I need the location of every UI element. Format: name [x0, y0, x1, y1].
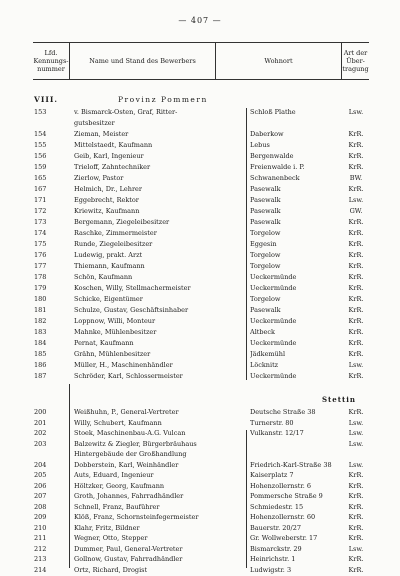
entry-wohnort: Daberkow: [250, 130, 284, 138]
entry-uebertragung: KrR.: [348, 534, 364, 542]
entry-uebertragung: KrR.: [348, 141, 364, 149]
table-row: [0, 418, 400, 429]
entry-name: Schnell, Franz, Bauführer: [74, 502, 160, 511]
table-row: [0, 439, 400, 450]
entry-number: 208: [34, 502, 47, 511]
table-row: [0, 481, 400, 492]
city-heading: Stettin: [322, 395, 356, 404]
entry-number: 186: [34, 361, 47, 369]
entry-number: 210: [34, 523, 47, 532]
table-row: [0, 407, 400, 418]
table-row: [0, 228, 400, 239]
entry-uebertragung: KrR.: [348, 481, 364, 490]
entry-uebertragung: KrR.: [348, 565, 364, 574]
entry-wohnort: Torgelow: [250, 229, 281, 237]
entry-uebertragung: KrR.: [348, 240, 364, 248]
entry-number: 153: [34, 108, 47, 116]
table-row: [0, 239, 400, 250]
entry-wohnort: Bauerstr. 20/27: [250, 523, 301, 532]
entry-number: 159: [34, 163, 47, 171]
entry-name: Schicke, Eigentümer: [74, 295, 143, 303]
entry-uebertragung: KrR.: [348, 502, 364, 511]
entry-name: Wegner, Otto, Stepper: [74, 534, 148, 542]
table-row: [0, 533, 400, 544]
entry-uebertragung: Lsw.: [348, 460, 364, 469]
entry-wohnort: Ueckermünde: [250, 284, 297, 292]
entry-name: Grähn, Mühlenbesitzer: [74, 350, 151, 358]
entry-wohnort: Bismarckstr. 29: [250, 544, 302, 553]
entry-name: Ludewig, prakt. Arzt: [74, 251, 143, 259]
table-row: [0, 360, 400, 371]
entry-number: 204: [34, 460, 47, 469]
entry-wohnort: Torgelow: [250, 262, 281, 270]
header-wohnort: Wohnort: [264, 57, 293, 65]
entry-uebertragung: Lsw.: [348, 439, 364, 448]
entry-wohnort: Deutsche Straße 38: [250, 408, 316, 416]
entry-number: 154: [34, 130, 47, 138]
entry-name: Dummer, Paul, General-Vertreter: [74, 544, 183, 553]
entry-name: Zieman, Meister: [74, 130, 129, 138]
entry-uebertragung: KrR.: [348, 218, 364, 226]
entry-number: 205: [34, 471, 47, 479]
entry-name: Willy, Schubert, Kaufmann: [74, 418, 162, 427]
entry-uebertragung: KrR.: [348, 185, 364, 193]
entry-name: Hintergebäude der Großhandlung: [74, 450, 187, 458]
entry-wohnort: Pasewalk: [250, 218, 281, 226]
entry-number: 212: [34, 544, 47, 553]
entry-uebertragung: KrR.: [348, 295, 364, 303]
entry-wohnort: Eggesin: [250, 240, 277, 248]
entry-wohnort: Kaiserplatz 7: [250, 471, 294, 479]
entry-uebertragung: KrR.: [348, 229, 364, 237]
entry-number: 173: [34, 218, 47, 226]
table-row: [0, 261, 400, 272]
entry-number: 179: [34, 284, 47, 292]
entry-wohnort: Pasewalk: [250, 185, 281, 193]
table-row: [0, 470, 400, 481]
table-row: [0, 371, 400, 382]
table-row: [0, 294, 400, 305]
entry-uebertragung: Lsw.: [348, 544, 364, 553]
table-row: [0, 338, 400, 349]
entry-number: 202: [34, 429, 47, 437]
entry-name: Ortz, Richard, Drogist: [74, 565, 148, 574]
entry-number: 207: [34, 492, 47, 500]
entry-name: Loppnow, Willi, Monteur: [74, 317, 156, 325]
entry-wohnort: Friedrich-Karl-Straße 38: [250, 460, 332, 469]
entry-number: 206: [34, 481, 47, 490]
entry-number: 214: [34, 565, 47, 574]
entry-name: Groth, Johannes, Fahrradhändler: [74, 492, 184, 500]
entry-number: 180: [34, 295, 47, 303]
entry-name: Schulze, Gustav, Geschäftsinhaber: [74, 306, 189, 314]
entry-number: 187: [34, 372, 47, 380]
entry-number: 175: [34, 240, 47, 248]
page-number: — 407 —: [178, 16, 222, 25]
entry-name: Weißhuhn, P., General-Vertreter: [74, 408, 179, 416]
entry-uebertragung: Lsw.: [348, 418, 364, 427]
entry-number: 213: [34, 555, 47, 563]
table-row: [0, 217, 400, 228]
entry-uebertragung: KrR.: [348, 284, 364, 292]
section-number: VIII.: [34, 95, 58, 104]
entry-number: 185: [34, 350, 47, 358]
table-row: [0, 305, 400, 316]
entry-uebertragung: Lsw.: [348, 361, 364, 369]
entry-wohnort: Pasewalk: [250, 207, 281, 215]
entry-name: Auts, Eduard, Ingenieur: [74, 471, 154, 479]
table-row: [0, 107, 400, 118]
entry-wohnort: Heinrichstr. 1: [250, 555, 296, 563]
table-row: [0, 151, 400, 162]
entry-wohnort: Ueckermünde: [250, 317, 297, 325]
entry-uebertragung: KrR.: [348, 408, 364, 416]
entry-uebertragung: KrR.: [348, 317, 364, 325]
table-row: [0, 140, 400, 151]
table-row: [0, 554, 400, 565]
entry-number: 203: [34, 439, 47, 448]
entry-uebertragung: GW.: [349, 207, 363, 215]
table-row: [0, 460, 400, 471]
entry-number: 177: [34, 262, 47, 270]
header-name: Name und Stand des Bewerbers: [89, 57, 196, 65]
entry-uebertragung: KrR.: [348, 306, 364, 314]
table-row: [0, 502, 400, 513]
entry-wohnort: Löcknitz: [250, 361, 279, 369]
table-row: [0, 523, 400, 534]
entry-name: Raschke, Zimmermeister: [74, 229, 157, 237]
entry-uebertragung: KrR.: [348, 130, 364, 138]
entry-number: 167: [34, 185, 47, 193]
entry-name: Bergemann, Ziegeleibesitzer: [74, 218, 170, 226]
entry-wohnort: Turnerstr. 80: [250, 418, 294, 427]
entry-number: 182: [34, 317, 47, 325]
entry-number: 211: [34, 534, 47, 542]
entry-wohnort: Schwanenbeck: [250, 174, 300, 182]
entry-name: Schön, Kaufmann: [74, 273, 133, 281]
entry-wohnort: Ueckermünde: [250, 273, 297, 281]
entry-number: 209: [34, 513, 47, 521]
entry-uebertragung: KrR.: [348, 273, 364, 281]
entry-name: Mahnke, Mühlenbesitzer: [74, 328, 157, 336]
table-row: [0, 327, 400, 338]
entry-uebertragung: KrR.: [348, 523, 364, 532]
entry-wohnort: Schmiedestr. 15: [250, 502, 304, 511]
section-title: Provinz Pommern: [118, 95, 208, 104]
entry-number: 155: [34, 141, 47, 149]
entry-uebertragung: KrR.: [348, 328, 364, 336]
entry-name: Thiemann, Kaufmann: [74, 262, 145, 270]
header-nr: Lfd. Kennungs- nummer: [33, 49, 69, 73]
entry-number: 156: [34, 152, 47, 160]
entry-wohnort: Altbeck: [250, 328, 275, 336]
table-row: [0, 449, 400, 460]
table-row: [0, 428, 400, 439]
table-row: [0, 316, 400, 327]
entry-number: 171: [34, 196, 47, 204]
entry-uebertragung: KrR.: [348, 251, 364, 259]
table-row: [0, 250, 400, 261]
entry-number: 178: [34, 273, 47, 281]
entry-name: Pernat, Kaufmann: [74, 339, 134, 347]
entry-name: Geib, Karl, Ingenieur: [74, 152, 144, 160]
entry-wohnort: Hohenzollernstr. 6: [250, 481, 312, 490]
entry-name: Höltzker, Georg, Kaufmann: [74, 481, 165, 490]
entry-uebertragung: KrR.: [348, 262, 364, 270]
entry-wohnort: Bergenwalde: [250, 152, 294, 160]
entry-uebertragung: Lsw.: [348, 196, 364, 204]
entry-name: Trieloff, Zahntechniker: [74, 163, 151, 171]
entry-name: v. Bismarck-Osten, Graf, Ritter-: [74, 108, 178, 116]
entry-uebertragung: KrR.: [348, 339, 364, 347]
table-row: [0, 118, 400, 129]
table-row: [0, 512, 400, 523]
table-row: [0, 206, 400, 217]
entry-name: Koschen, Willy, Stellmachermeister: [74, 284, 191, 292]
entry-wohnort: Torgelow: [250, 251, 281, 259]
table-row: [0, 184, 400, 195]
entry-name: Mittelstaedt, Kaufmann: [74, 141, 153, 149]
entry-wohnort: Freienwalde i. P.: [250, 163, 305, 171]
entry-number: 165: [34, 174, 47, 182]
table-row: [0, 491, 400, 502]
entry-name: Klahr, Fritz, Bildner: [74, 523, 140, 532]
entry-uebertragung: KrR.: [348, 152, 364, 160]
entry-uebertragung: KrR.: [348, 555, 364, 563]
entry-wohnort: Pommersche Straße 9: [250, 492, 323, 500]
entry-name: Kriewitz, Kaufmann: [74, 207, 140, 215]
entry-name: Balzewitz & Ziegler, Bürgerbräuhaus: [74, 439, 197, 448]
entry-wohnort: Ludwigstr. 3: [250, 565, 292, 574]
table-header: [33, 42, 369, 80]
entry-wohnort: Pasewalk: [250, 196, 281, 204]
table-row: [0, 195, 400, 206]
entry-number: 183: [34, 328, 47, 336]
table-row: [0, 173, 400, 184]
entry-name: Schröder, Karl, Schlossermeister: [74, 372, 183, 380]
entry-uebertragung: KrR.: [348, 471, 364, 479]
header-uebertragung: Art der Über- tragung: [342, 49, 369, 73]
entry-name: Stoek, Maschinenbau-A.G. Vulcan: [74, 429, 186, 437]
entry-name: Helmich, Dr., Lehrer: [74, 185, 143, 193]
entry-name: Zierlow, Pastor: [74, 174, 124, 182]
entry-uebertragung: KrR.: [348, 350, 364, 358]
entry-name: Runde, Ziegeleibesitzer: [74, 240, 153, 248]
entry-wohnort: Schloß Plathe: [250, 108, 296, 116]
entry-uebertragung: KrR.: [348, 513, 364, 521]
table-row: [0, 349, 400, 360]
entry-wohnort: Ueckermünde: [250, 372, 297, 380]
table-row: [0, 544, 400, 555]
entry-number: 174: [34, 229, 47, 237]
table-row: [0, 162, 400, 173]
entry-uebertragung: Lsw.: [348, 429, 364, 437]
entry-number: 184: [34, 339, 47, 347]
entry-wohnort: Torgelow: [250, 295, 281, 303]
table-row: [0, 565, 400, 576]
entry-name: Dobberstein, Karl, Weinhändler: [74, 460, 179, 469]
entry-uebertragung: BW.: [349, 174, 363, 182]
table-row: [0, 283, 400, 294]
entry-name: Eggebrecht, Rektor: [74, 196, 139, 204]
entry-uebertragung: KrR.: [348, 372, 364, 380]
entry-wohnort: Gr. Wollweberstr. 17: [250, 534, 318, 542]
entry-name: Gollnow, Gustav, Fahrradhändler: [74, 555, 183, 563]
entry-number: 200: [34, 408, 47, 416]
entry-wohnort: Lebus: [250, 141, 270, 149]
entry-wohnort: Jädkemühl: [250, 350, 286, 358]
table-row: [0, 129, 400, 140]
table-row: [0, 272, 400, 283]
entry-name: Klöß, Franz, Schornsteinfegermeister: [74, 513, 199, 521]
entry-name: gutsbesitzer: [74, 119, 115, 127]
entry-uebertragung: Lsw.: [348, 108, 364, 116]
entry-number: 172: [34, 207, 47, 215]
entry-uebertragung: KrR.: [348, 492, 364, 500]
entry-number: 176: [34, 251, 47, 259]
entry-wohnort: Hohenzollernstr. 60: [250, 513, 316, 521]
entry-name: Müller, H., Maschinenhändler: [74, 361, 173, 369]
entry-wohnort: Pasewalk: [250, 306, 281, 314]
entry-uebertragung: KrR.: [348, 163, 364, 171]
entry-number: 181: [34, 306, 47, 314]
entry-wohnort: Vulkanstr. 12/17: [250, 429, 304, 437]
entry-number: 201: [34, 418, 47, 427]
entry-wohnort: Ueckermünde: [250, 339, 297, 347]
